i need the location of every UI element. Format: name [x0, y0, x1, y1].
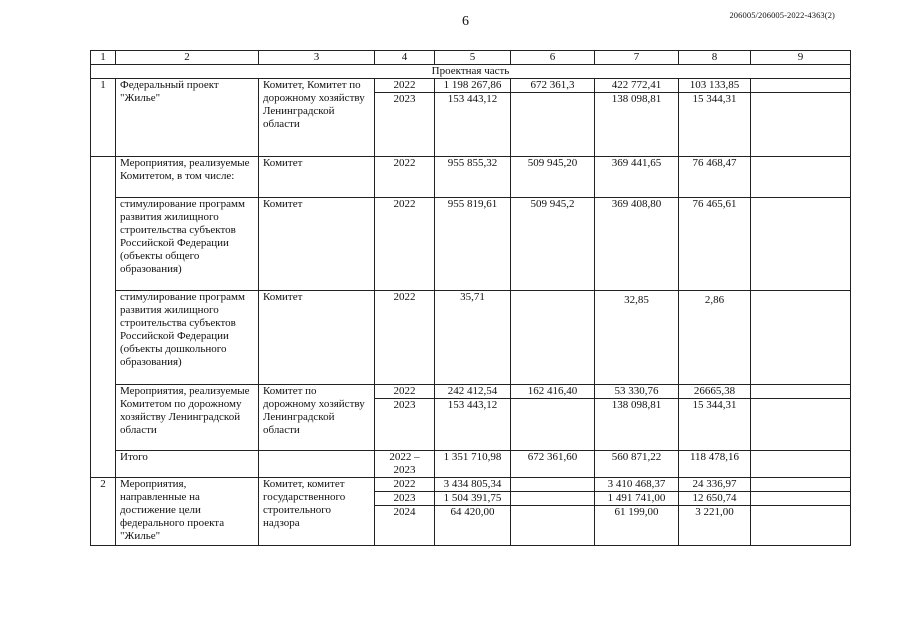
section-title: Проектная часть	[91, 65, 851, 79]
local-amount: 3 221,00	[679, 506, 751, 546]
total-amount: 35,71	[435, 291, 511, 385]
federal-amount	[511, 291, 595, 385]
regional-amount: 1 491 741,00	[595, 492, 679, 506]
federal-amount: 509 945,20	[511, 157, 595, 198]
row-executor: Комитет	[259, 291, 375, 385]
total-amount: 153 443,12	[435, 399, 511, 451]
total-amount: 3 434 805,34	[435, 478, 511, 492]
federal-amount	[511, 399, 595, 451]
year-cell: 2022	[375, 385, 435, 399]
year-cell: 2022 – 2023	[375, 451, 435, 478]
regional-amount: 422 772,41	[595, 79, 679, 93]
federal-amount: 162 416,40	[511, 385, 595, 399]
row-number	[91, 198, 116, 291]
row-name: Мероприятия, реализуемые Комитетом, в том числе:	[116, 157, 259, 198]
year-cell: 2023	[375, 93, 435, 157]
local-amount: 24 336,97	[679, 478, 751, 492]
funding-table	[90, 50, 851, 546]
regional-amount: 560 871,22	[595, 451, 679, 478]
table-row	[91, 198, 851, 291]
total-amount: 1 198 267,86	[435, 79, 511, 93]
header-cell: 9	[751, 51, 851, 65]
other-amount	[751, 79, 851, 93]
federal-amount	[511, 492, 595, 506]
year-cell: 2022	[375, 157, 435, 198]
total-amount: 955 819,61	[435, 198, 511, 291]
federal-amount: 509 945,2	[511, 198, 595, 291]
other-amount	[751, 399, 851, 451]
federal-amount	[511, 506, 595, 546]
row-executor: Комитет, комитет государственного строительного надзора	[259, 478, 375, 546]
row-number	[91, 451, 116, 478]
row-number	[91, 291, 116, 385]
total-amount: 955 855,32	[435, 157, 511, 198]
local-amount: 15 344,31	[679, 399, 751, 451]
other-amount	[751, 93, 851, 157]
total-amount: 1 504 391,75	[435, 492, 511, 506]
year-cell: 2023	[375, 492, 435, 506]
row-executor: Комитет	[259, 198, 375, 291]
local-amount: 26665,38	[679, 385, 751, 399]
total-row	[91, 451, 851, 478]
row-name: Итого	[116, 451, 259, 478]
header-cell: 5	[435, 51, 511, 65]
header-cell: 7	[595, 51, 679, 65]
federal-amount	[511, 93, 595, 157]
total-amount: 242 412,54	[435, 385, 511, 399]
other-amount	[751, 198, 851, 291]
header-cell: 2	[116, 51, 259, 65]
federal-amount	[511, 478, 595, 492]
regional-amount: 53 330,76	[595, 385, 679, 399]
regional-amount: 32,85	[595, 291, 679, 385]
table-row	[91, 478, 851, 492]
row-name: стимулирование программ развития жилищного строительства субъектов Российской Федерации (объекты общего образования)	[116, 198, 259, 291]
row-number: 2	[91, 478, 116, 546]
local-amount: 2,86	[679, 291, 751, 385]
header-row	[91, 51, 851, 65]
other-amount	[751, 157, 851, 198]
local-amount: 76 468,47	[679, 157, 751, 198]
regional-amount: 369 408,80	[595, 198, 679, 291]
other-amount	[751, 291, 851, 385]
regional-amount: 61 199,00	[595, 506, 679, 546]
row-name: Мероприятия, направленные на достижение цели федерального проекта "Жилье"	[116, 478, 259, 546]
table-row	[91, 385, 851, 399]
table-row	[91, 79, 851, 93]
federal-amount: 672 361,3	[511, 79, 595, 93]
row-name: стимулирование программ развития жилищного строительства субъектов Российской Федерации (объекты дошкольного образования)	[116, 291, 259, 385]
row-number	[91, 157, 116, 198]
row-executor	[259, 451, 375, 478]
other-amount	[751, 492, 851, 506]
local-amount: 12 650,74	[679, 492, 751, 506]
row-name: Мероприятия, реализуемые Комитетом по дорожному хозяйству Ленинградской области	[116, 385, 259, 451]
total-amount: 1 351 710,98	[435, 451, 511, 478]
row-number: 1	[91, 79, 116, 157]
other-amount	[751, 506, 851, 546]
header-cell: 4	[375, 51, 435, 65]
local-amount: 118 478,16	[679, 451, 751, 478]
row-number	[91, 385, 116, 451]
year-cell: 2022	[375, 198, 435, 291]
regional-amount: 138 098,81	[595, 93, 679, 157]
year-cell: 2022	[375, 478, 435, 492]
row-executor: Комитет, Комитет по дорожному хозяйству Ленинградской области	[259, 79, 375, 157]
federal-amount: 672 361,60	[511, 451, 595, 478]
header-cell: 6	[511, 51, 595, 65]
page-number: 6	[462, 14, 469, 29]
year-cell: 2024	[375, 506, 435, 546]
regional-amount: 3 410 468,37	[595, 478, 679, 492]
row-executor: Комитет	[259, 157, 375, 198]
regional-amount: 369 441,65	[595, 157, 679, 198]
year-cell: 2022	[375, 291, 435, 385]
other-amount	[751, 451, 851, 478]
row-name: Федеральный проект "Жилье"	[116, 79, 259, 157]
table-row	[91, 157, 851, 198]
local-amount: 103 133,85	[679, 79, 751, 93]
other-amount	[751, 385, 851, 399]
header-cell: 8	[679, 51, 751, 65]
document-id: 206005/206005-2022-4363(2)	[729, 10, 835, 20]
local-amount: 76 465,61	[679, 198, 751, 291]
header-cell: 1	[91, 51, 116, 65]
other-amount	[751, 478, 851, 492]
regional-amount: 138 098,81	[595, 399, 679, 451]
year-cell: 2022	[375, 79, 435, 93]
total-amount: 64 420,00	[435, 506, 511, 546]
year-cell: 2023	[375, 399, 435, 451]
table-row	[91, 291, 851, 385]
total-amount: 153 443,12	[435, 93, 511, 157]
section-row	[91, 65, 851, 79]
local-amount: 15 344,31	[679, 93, 751, 157]
header-cell: 3	[259, 51, 375, 65]
row-executor: Комитет по дорожному хозяйству Ленинградской области	[259, 385, 375, 451]
